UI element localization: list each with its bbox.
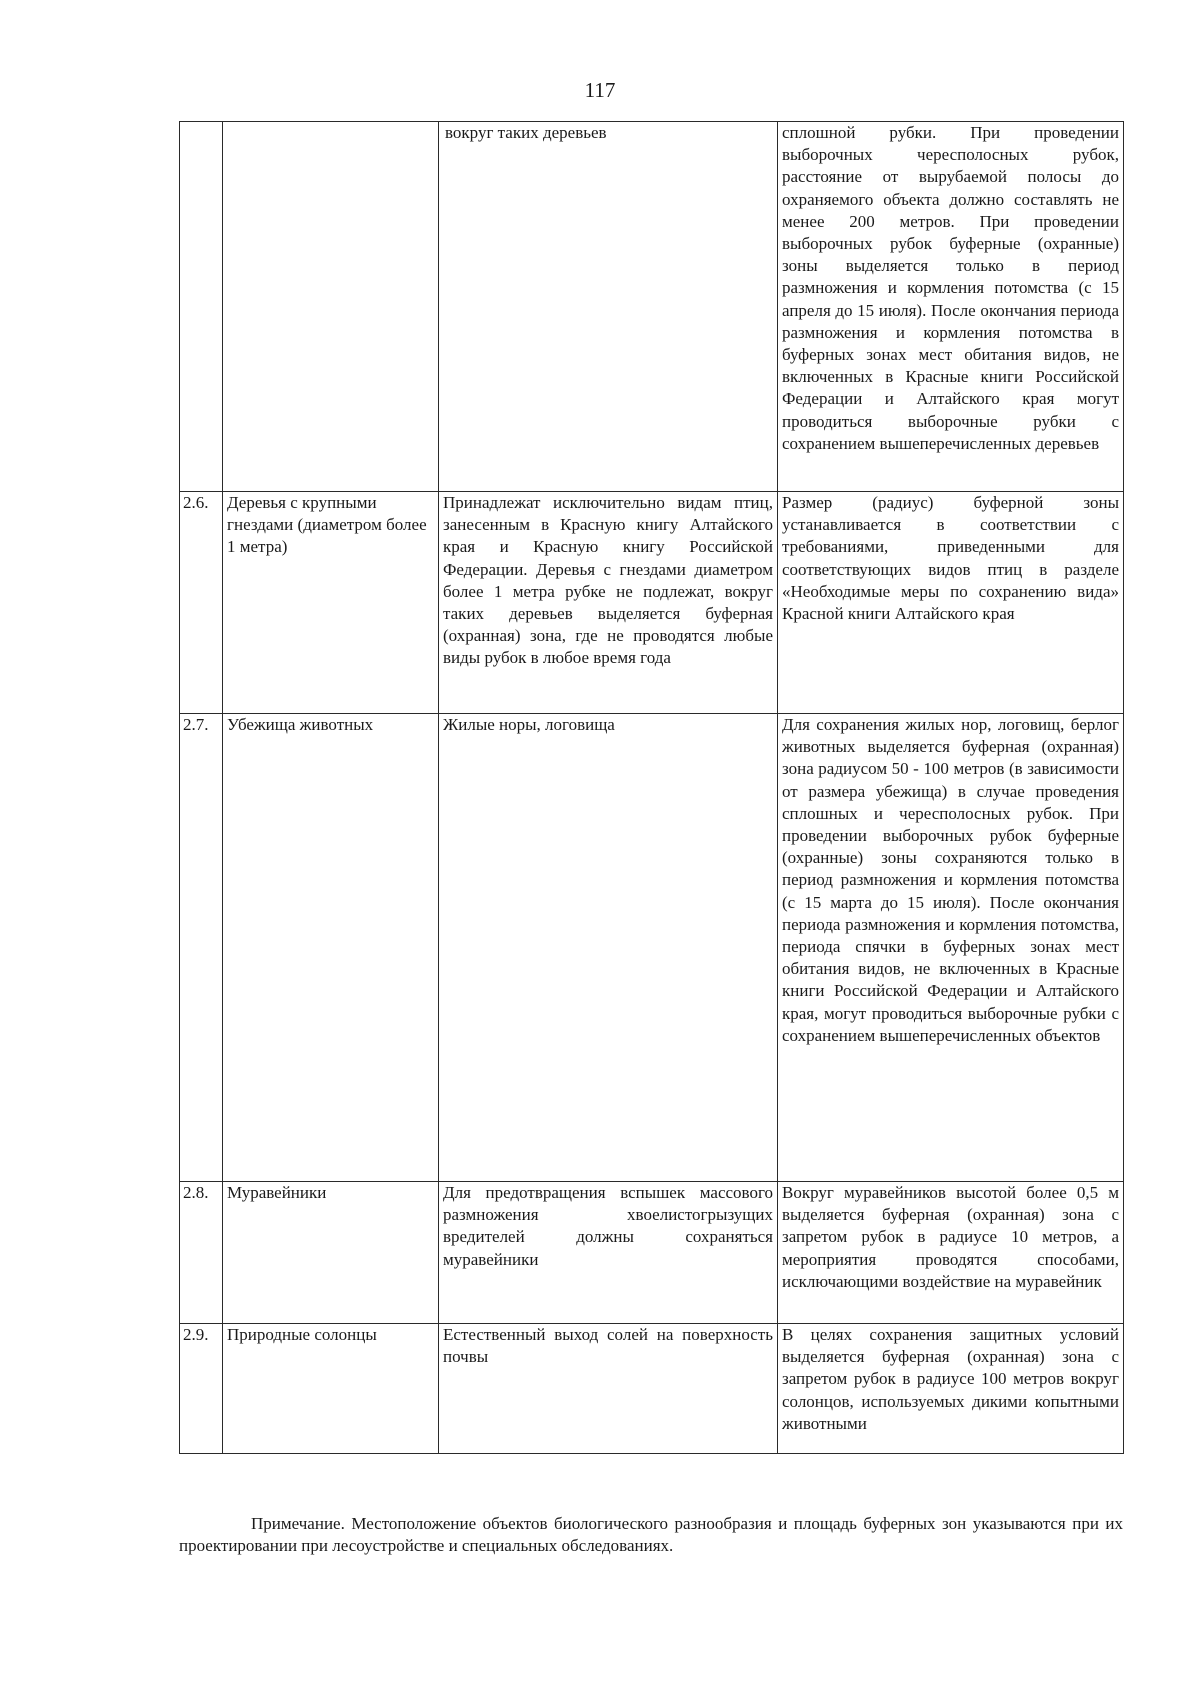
row-number-cell: 2.7. xyxy=(180,714,223,1182)
description-text: вокруг таких деревьев xyxy=(445,123,607,142)
object-name-cell: Природные солонцы xyxy=(223,1324,439,1454)
table-row xyxy=(180,1182,1124,1324)
row-number-cell: 2.8. xyxy=(180,1182,223,1324)
measures-cell: Вокруг муравейников высотой более 0,5 м выделяется буферная (охранная) зона с запретом рубок в радиусе 10 метров, а мероприятия проводятся способами, исключающими воздействие на муравейник xyxy=(778,1182,1124,1324)
measures-cell: В целях сохранения защитных условий выделяется буферная (охранная) зона с запретом рубок в радиусе 100 метров вокруг солонцов, используемых дикими копытными животными xyxy=(778,1324,1124,1454)
measures-cell: Размер (радиус) буферной зоны устанавливается в соответствии с требованиями, приведенными для соответствующих видов птиц в разделе «Необходимые меры по сохранению вида» Красной книги Алтайского края xyxy=(778,492,1124,714)
description-cell xyxy=(439,122,778,492)
description-cell: Для предотвращения вспышек массового размножения хвоелистогрызущих вредителей должны сохраняться муравейники xyxy=(439,1182,778,1324)
footnote: Примечание. Местоположение объектов биологического разнообразия и площадь буферных зон указываются при их проектировании при лесоустройстве и специальных обследованиях. xyxy=(179,1514,1123,1555)
biodiversity-objects-table xyxy=(179,121,1124,1454)
table-row xyxy=(180,492,1124,714)
measures-cell: сплошной рубки. При проведении выборочных чересполосных рубок, расстояние от вырубаемой полосы до охраняемого объекта должно составлять не менее 200 метров. При проведении выборочных рубок буферные (охранные) зоны выделяется только в период размножения и кормления потомства (с 15 апреля до 15 июля). После окончания периода размножения и кормления потомства в буферных зонах мест обитания видов, не включенных в Красные книги Российской Федерации и Алтайского края могут проводиться выборочные рубки с сохранением вышеперечисленных деревьев xyxy=(778,122,1124,492)
object-name-cell: Деревья с крупными гнездами (диаметром более 1 метра) xyxy=(223,492,439,714)
description-cell: Принадлежат исключительно видам птиц, занесенным в Красную книгу Алтайского края и Красную книгу Российской Федерации. Деревья с гнездами диаметром более 1 метра рубке не подлежат, вокруг таких деревьев выделяется буферная (охранная) зона, где не проводятся любые виды рубок в любое время года xyxy=(439,492,778,714)
object-name-cell xyxy=(223,122,439,492)
measures-cell: Для сохранения жилых нор, логовищ, берлог животных выделяется буферная (охранная) зона радиусом 50 - 100 метров (в зависимости от размера убежища) в случае проведения сплошных и чересполосных рубок. При проведении выборочных рубок буферные (охранные) зоны сохраняются только в период размножения и кормления потомства (с 15 марта до 15 июля). После окончания периода размножения и кормления потомства, периода спячки в буферных зонах мест обитания видов, не включенных в Красные книги Российской Федерации и Алтайского края, могут проводиться выборочные рубки с сохранением вышеперечисленных объектов xyxy=(778,714,1124,1182)
table-row xyxy=(180,714,1124,1182)
description-cell: Жилые норы, логовища xyxy=(439,714,778,1182)
description-cell: Естественный выход солей на поверхность почвы xyxy=(439,1324,778,1454)
object-name-cell: Убежища животных xyxy=(223,714,439,1182)
row-number-cell: 2.9. xyxy=(180,1324,223,1454)
table-row xyxy=(180,1324,1124,1454)
object-name-cell: Муравейники xyxy=(223,1182,439,1324)
page-number: 117 xyxy=(584,78,616,102)
table-row xyxy=(180,122,1124,492)
row-number-cell xyxy=(180,122,223,492)
row-number-cell: 2.6. xyxy=(180,492,223,714)
